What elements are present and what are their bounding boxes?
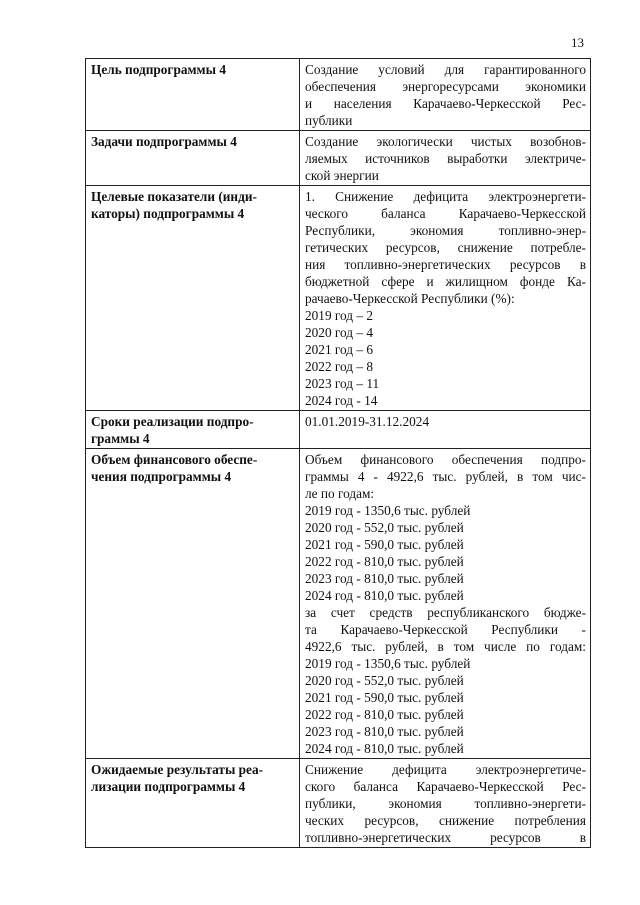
row-label-line: Цель подпрограммы 4 [91, 62, 226, 77]
row-label-cell [86, 59, 300, 131]
row-label-line: Ожидаемые результаты реа- [91, 762, 264, 777]
row-label-line: граммы 4 [91, 431, 150, 446]
row-value-line: 2020 год - 552,0 тыс. рублей [305, 520, 464, 535]
row-value-line: 2024 год - 14 [305, 393, 378, 408]
row-value-cell [300, 186, 591, 411]
row-value-line: публики, экономия топливно-энергети- [305, 796, 586, 811]
row-label-line: Сроки реализации подпро- [91, 414, 254, 429]
row-value-line: 2021 год - 590,0 тыс. рублей [305, 537, 464, 552]
row-value-line: граммы 4 - 4922,6 тыс. рублей, в том чис- [305, 469, 586, 484]
row-value-line: и населения Карачаево-Черкесской Рес- [305, 96, 586, 111]
row-value-line: ле по годам: [305, 486, 375, 501]
row-value-line: 2024 год - 810,0 тыс. рублей [305, 588, 464, 603]
row-value-line: 2024 год - 810,0 тыс. рублей [305, 741, 464, 756]
row-value-line: топливно-энергетических ресурсов в [305, 830, 586, 845]
row-value-line: 1. Снижение дефицита электроэнергети- [305, 189, 586, 204]
row-value-line: рачаево-Черкесской Республики (%): [305, 291, 515, 306]
row-value-line: та Карачаево-Черкесской Республики - [305, 622, 586, 637]
row-label-line: лизации подпрограммы 4 [91, 779, 246, 794]
row-value-line: ческого баланса Карачаево-Черкесской [305, 206, 586, 221]
row-value-cell [300, 59, 591, 131]
row-value-line: Создание экологически чистых возобнов- [305, 134, 586, 149]
page-number: 13 [571, 35, 584, 50]
row-value-line: за счет средств республиканского бюдже- [305, 605, 586, 620]
row-value-line: 2023 год - 810,0 тыс. рублей [305, 724, 464, 739]
row-label-line: Целевые показатели (инди- [91, 189, 257, 204]
row-label-cell [86, 411, 300, 449]
row-value-line: 2023 год – 11 [305, 376, 380, 391]
row-label-line: чения подпрограммы 4 [91, 469, 232, 484]
subprogram-passport-table [85, 58, 591, 848]
row-value-line: 2019 год – 2 [305, 308, 374, 323]
passport-row-tasks [86, 131, 591, 186]
row-value-line: 2022 год - 810,0 тыс. рублей [305, 554, 464, 569]
row-value-line: ской энергии [305, 168, 379, 183]
row-value-line: обеспечения энергоресурсами экономики [305, 79, 586, 94]
row-value-line: ляемых источников выработки электриче- [305, 151, 586, 166]
row-label-line: Объем финансового обеспе- [91, 452, 258, 467]
row-value-line: ского баланса Карачаево-Черкесской Рес- [305, 779, 586, 794]
row-value-line: Снижение дефицита электроэнергетиче- [305, 762, 586, 777]
row-value-line: бюджетной сфере и жилищном фонде Ка- [305, 274, 586, 289]
row-value-line: 2020 год – 4 [305, 325, 374, 340]
passport-table-body [86, 59, 591, 848]
row-value-line: 2020 год - 552,0 тыс. рублей [305, 673, 464, 688]
row-value-line: Создание условий для гарантированного [305, 62, 586, 77]
row-value-cell [300, 411, 591, 449]
passport-row-target-indicators [86, 186, 591, 411]
row-value-line: ния топливно-энергетических ресурсов в [305, 257, 586, 272]
row-value-line: публики [305, 113, 353, 128]
passport-row-expected-results [86, 759, 591, 848]
row-label-cell [86, 449, 300, 759]
passport-row-implementation-period [86, 411, 591, 449]
row-value-line: 2019 год - 1350,6 тыс. рублей [305, 656, 471, 671]
row-value-line: Объем финансового обеспечения подпро- [305, 452, 586, 467]
row-value-line: 4922,6 тыс. рублей, в том числе по годам: [305, 639, 586, 654]
row-value-line: 2022 год - 810,0 тыс. рублей [305, 707, 464, 722]
row-label-line: Задачи подпрограммы 4 [91, 134, 237, 149]
row-value-cell [300, 449, 591, 759]
row-value-cell [300, 131, 591, 186]
row-value-line: 2019 год - 1350,6 тыс. рублей [305, 503, 471, 518]
passport-row-goal [86, 59, 591, 131]
row-value-line: 2021 год – 6 [305, 342, 374, 357]
row-value-cell [300, 759, 591, 848]
row-value-line: 2021 год - 590,0 тыс. рублей [305, 690, 464, 705]
row-label-cell [86, 759, 300, 848]
row-label-cell [86, 186, 300, 411]
row-label-line: каторы) подпрограммы 4 [91, 206, 245, 221]
row-value-line: 01.01.2019-31.12.2024 [305, 414, 430, 429]
row-value-line: 2022 год – 8 [305, 359, 374, 374]
passport-row-funding-volume [86, 449, 591, 759]
row-label-cell [86, 131, 300, 186]
row-value-line: 2023 год - 810,0 тыс. рублей [305, 571, 464, 586]
row-value-line: ческих ресурсов, снижение потребления [305, 813, 586, 828]
row-value-line: гетических ресурсов, снижение потребле- [305, 240, 586, 255]
row-value-line: Республики, экономия топливно-энер- [305, 223, 586, 238]
